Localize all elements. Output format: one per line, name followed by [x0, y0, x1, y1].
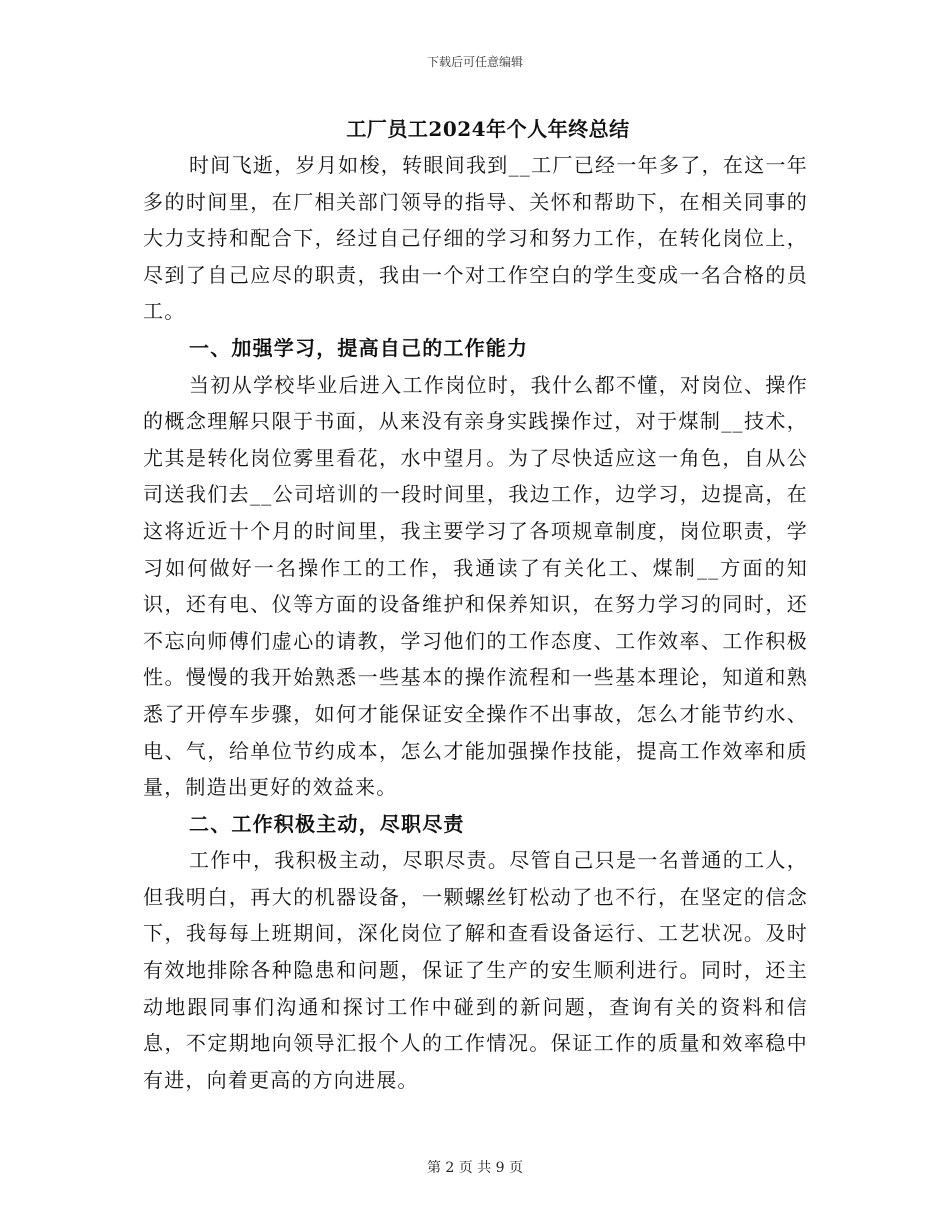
intro-paragraph: 时间飞逝，岁月如梭，转眼间我到__工厂已经一年多了，在这一年多的时间里，在厂相关部门领导的指导、关怀和帮助下，在相关同事的大力支持和配合下，经过自己仔细的学习和努力工作，在转化岗位上，尽到了自己应尽的职责，我由一个对工作空白的学生变成一名合格的员工。 — [143, 153, 808, 324]
page-header-note: 下载后可任意编辑 — [426, 55, 523, 69]
section-body-2: 工作中，我积极主动，尽职尽责。尽管自己只是一名普通的工人，但我明白，再大的机器设备，一颗螺丝钉松动了也不行，在坚定的信念下，我每每上班期间，深化岗位了解和查看设备运行、工艺状况。及时有效地排除各种隐患和问题，保证了生产的安生顺利进行。同时，还主动地跟同事们沟通和探讨工作中碰到的新问题，查询有关的资料和信息，不定期地向领导汇报个人的工作情况。保证工作的质量和效率稳中有进，向着更高的方向进展。 — [143, 848, 808, 1092]
section-heading-2: 二、工作积极主动，尽职尽责 — [189, 811, 465, 836]
section-body-1: 当初从学校毕业后进入工作岗位时，我什么都不懂，对岗位、操作的概念理解只限于书面，从来没有亲身实践操作过，对于煤制__技术，尤其是转化岗位雾里看花，水中望月。为了尽快适应这一角色，自从公司送我们去__公司培训的一段时间里，我边工作，边学习，边提高，在这将近近十个月的时间里，我主要学习了各项规章制度，岗位职责，学习如何做好一名操作工的工作，我通读了有关化工、煤制__方面的知识，还有电、仪等方面的设备维护和保养知识，在努力学习的同时，还不忘向师傅们虚心的请教，学习他们的工作态度、工作效率、工作积极性。慢慢的我开始熟悉一些基本的操作流程和一些基本理论，知道和熟悉了开停车步骤，如何才能保证安全操作不出事故，怎么才能节约水、电、气，给单位节约成本，怎么才能加强操作技能，提高工作效率和质量，制造出更好的效益来。 — [143, 372, 808, 800]
page-number: 第 2 页 共 9 页 — [426, 1160, 524, 1176]
document-body — [143, 111, 808, 1098]
section-heading-1: 一、加强学习，提高自己的工作能力 — [189, 335, 529, 360]
document-title: 工厂员工2024年个人年终总结 — [346, 117, 630, 141]
